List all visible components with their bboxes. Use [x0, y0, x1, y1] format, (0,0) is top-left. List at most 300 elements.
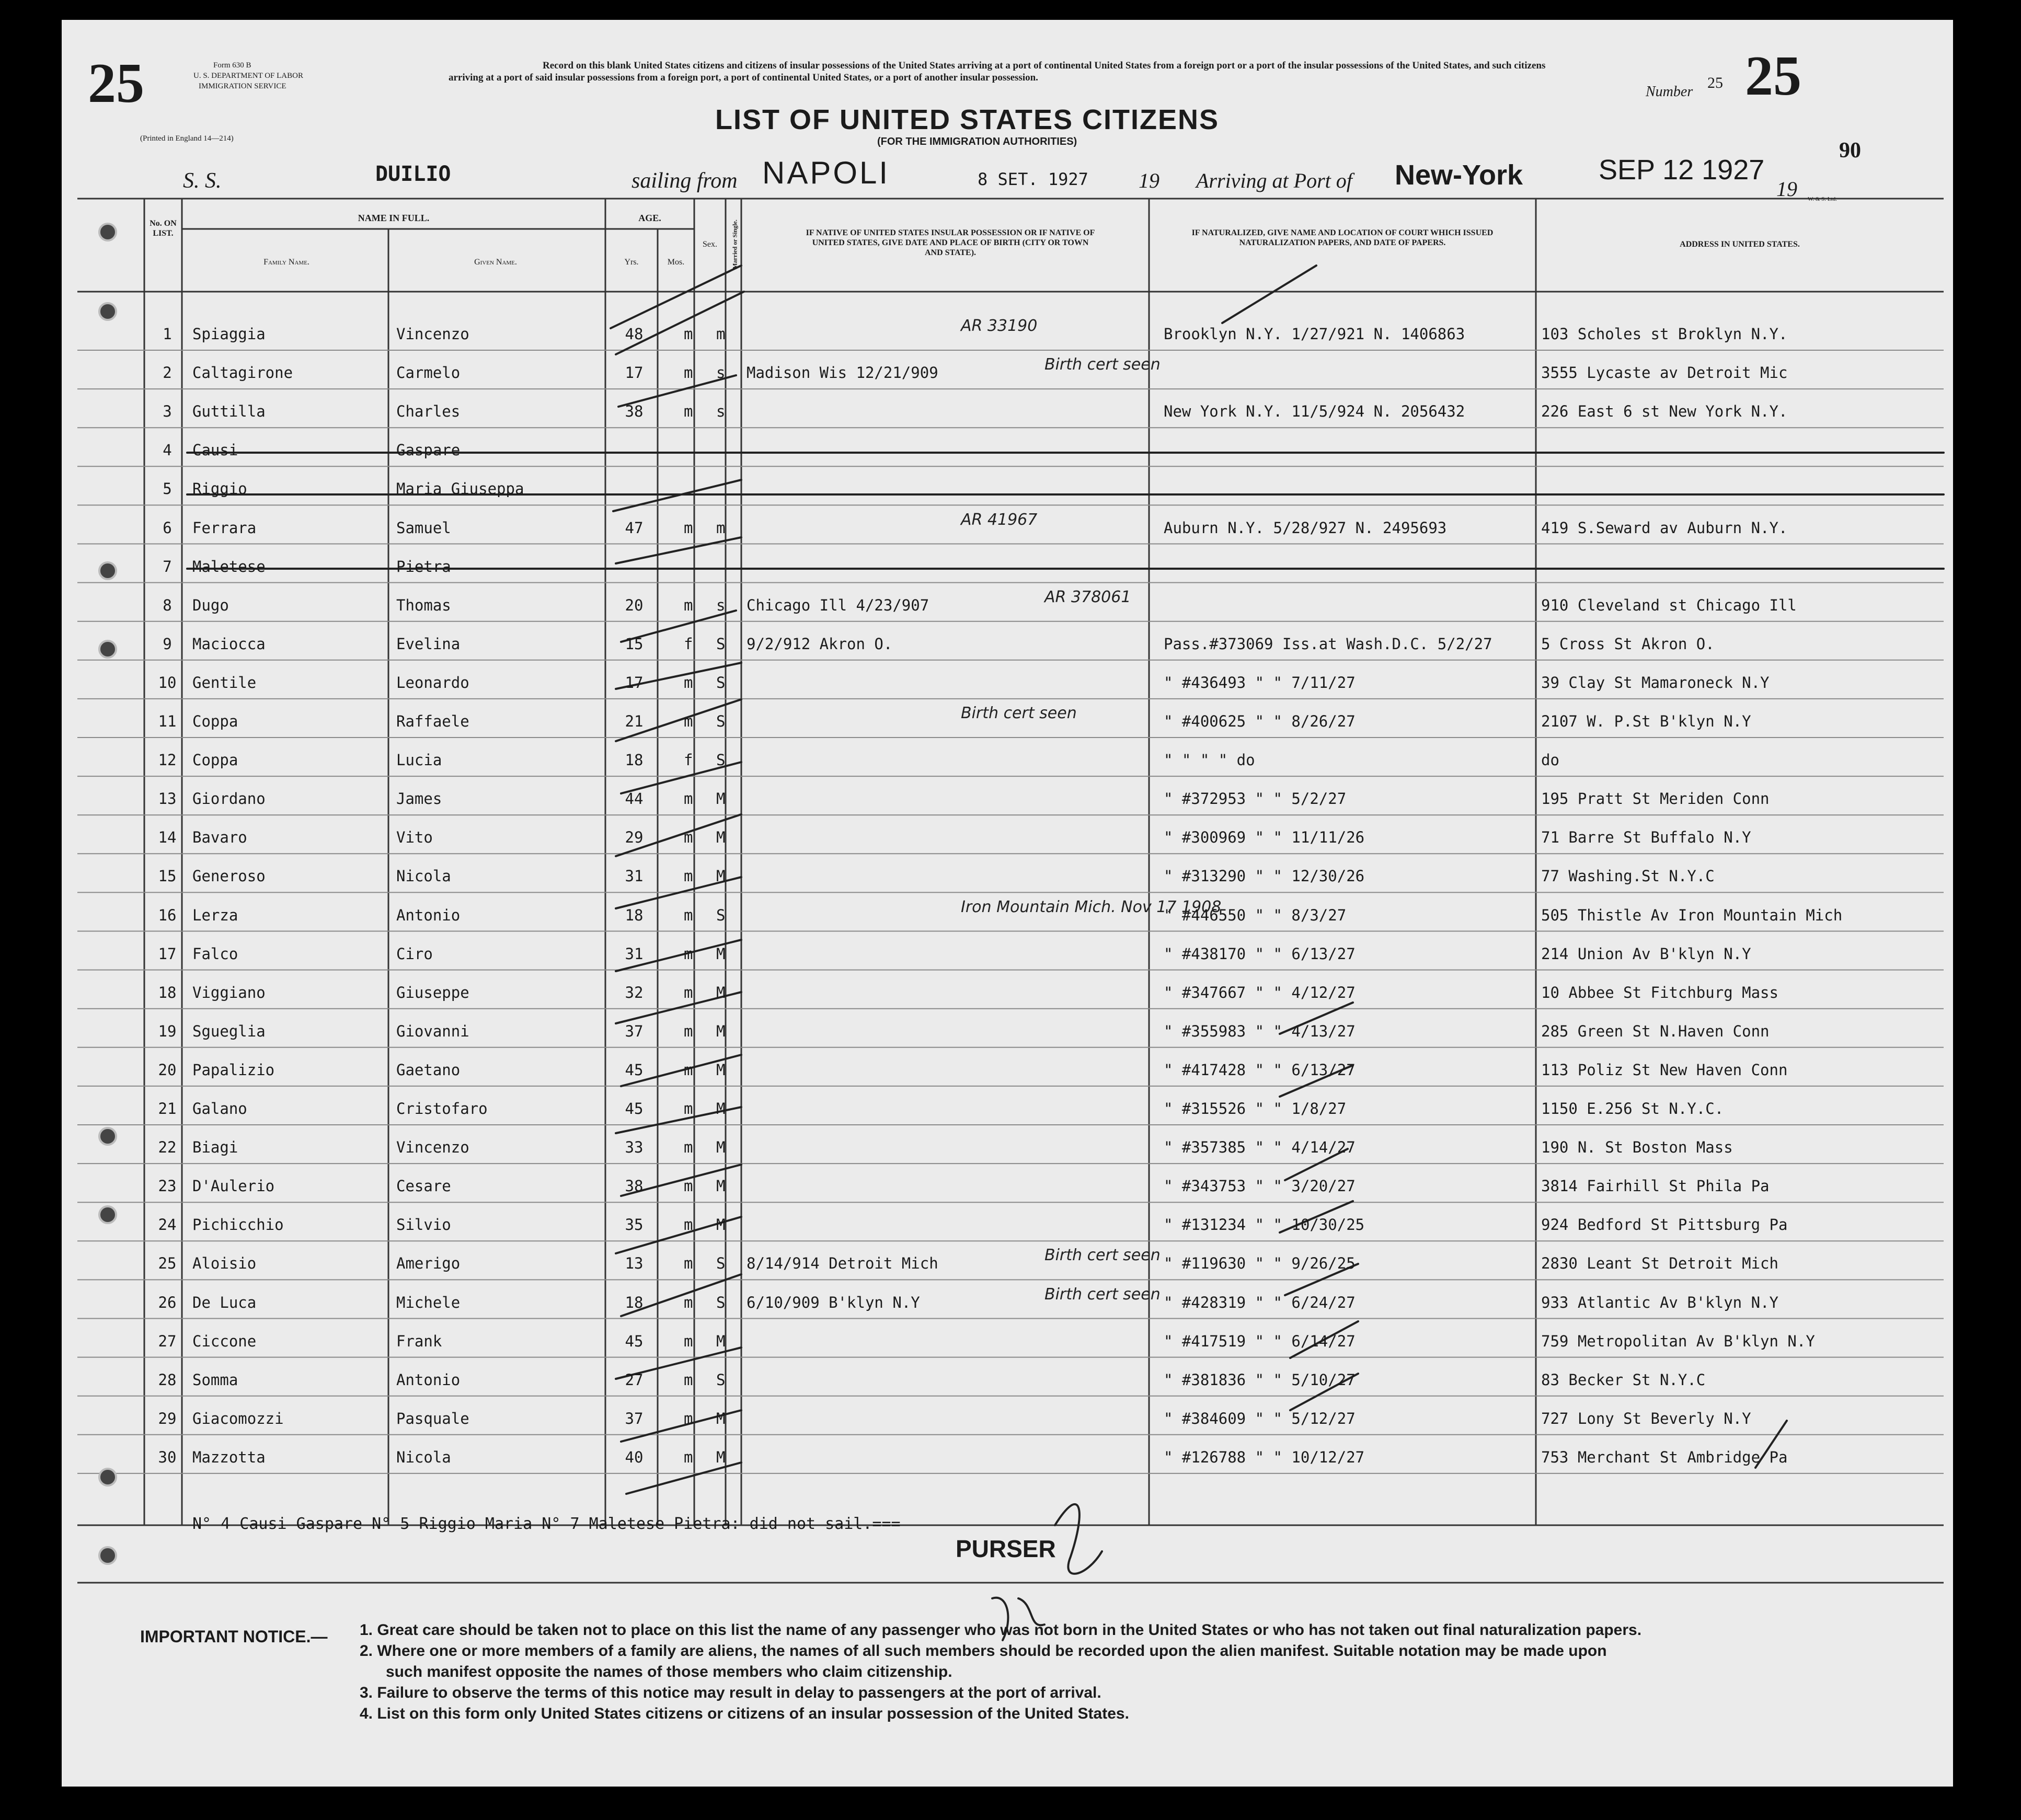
- row-number: 4: [163, 441, 172, 459]
- row-number: 21: [158, 1100, 177, 1118]
- handwritten-note: Birth cert seen: [1044, 355, 1161, 374]
- handwritten-note: AR 33190: [961, 317, 1038, 335]
- marital-status: s: [716, 364, 726, 382]
- naturalization-info: " #400625 " " 8/26/27: [1164, 712, 1356, 730]
- table-row: [62, 583, 1953, 621]
- sex: m: [684, 1216, 693, 1234]
- table-row: [62, 350, 1953, 388]
- punch-hole: [98, 1546, 117, 1565]
- us-address: 10 Abbee St Fitchburg Mass: [1541, 983, 1778, 1001]
- table-row: [62, 1319, 1953, 1357]
- us-address: 910 Cleveland st Chicago Ill: [1541, 596, 1797, 614]
- marital-status: M: [716, 1177, 726, 1195]
- row-number: 26: [158, 1293, 177, 1311]
- family-name: Galano: [192, 1100, 247, 1118]
- us-address: 195 Pratt St Meriden Conn: [1541, 790, 1770, 808]
- row-number: 6: [163, 519, 172, 537]
- naturalization-info: " #357385 " " 4/14/27: [1164, 1138, 1356, 1157]
- age: 45: [625, 1332, 644, 1350]
- age: 31: [625, 867, 644, 885]
- family-name: Generoso: [192, 867, 266, 885]
- naturalization-info: " #436493 " " 7/11/27: [1164, 673, 1356, 692]
- naturalization-info: " #313290 " " 12/30/26: [1164, 867, 1365, 885]
- sail-date: 8 SET. 1927: [978, 169, 1088, 189]
- arrival-port: New-York: [1395, 159, 1523, 191]
- age: 18: [625, 906, 644, 924]
- given-name: Antonio: [396, 906, 461, 924]
- sex: m: [684, 790, 693, 808]
- given-name: Carmelo: [396, 364, 461, 382]
- number-big: 25: [1745, 45, 1801, 107]
- col-naturalized: IF NATURALIZED, GIVE NAME AND LOCATION OF COURT WHICH ISSUED NATURALIZATION PAPERS, AND DATE OF PAPERS.: [1191, 228, 1494, 247]
- age: 40: [625, 1448, 644, 1466]
- manifest-page: [62, 20, 1953, 1787]
- family-name: Biagi: [192, 1138, 238, 1157]
- department: U. S. DEPARTMENT OF LABOR: [193, 72, 303, 80]
- extra-number: 90: [1839, 139, 1861, 163]
- year-label-2: 19: [1776, 177, 1797, 201]
- col-address: ADDRESS IN UNITED STATES.: [1680, 240, 1800, 249]
- row-number: 15: [158, 867, 177, 885]
- table-row: [62, 389, 1953, 427]
- service: IMMIGRATION SERVICE: [199, 82, 286, 90]
- naturalization-info: " " " " do: [1164, 751, 1255, 769]
- marital-status: M: [716, 828, 726, 847]
- marital-status: M: [716, 867, 726, 885]
- table-row: [62, 1125, 1953, 1163]
- given-name: Maria Giuseppa: [396, 480, 524, 498]
- birth-info: Madison Wis 12/21/909: [747, 364, 938, 382]
- handwritten-note: AR 41967: [961, 510, 1038, 529]
- us-address: 3555 Lycaste av Detroit Mic: [1541, 364, 1788, 382]
- row-number: 20: [158, 1061, 177, 1079]
- naturalization-info: " #355983 " " 4/13/27: [1164, 1022, 1356, 1040]
- sex: m: [684, 1254, 693, 1273]
- birth-info: Chicago Ill 4/23/907: [747, 596, 929, 614]
- age: 15: [625, 635, 644, 653]
- marital-status: S: [716, 1370, 726, 1389]
- row-number: 13: [158, 790, 177, 808]
- sex: m: [684, 906, 693, 924]
- naturalization-info: Brooklyn N.Y. 1/27/921 N. 1406863: [1164, 325, 1465, 343]
- naturalization-info: New York N.Y. 11/5/924 N. 2056432: [1164, 402, 1465, 421]
- us-address: 5 Cross St Akron O.: [1541, 635, 1715, 653]
- row-number: 16: [158, 906, 177, 924]
- naturalization-info: " #428319 " " 6/24/27: [1164, 1293, 1356, 1311]
- sex: m: [684, 828, 693, 847]
- intro-text: Record on this blank United States citizens and citizens of insular possessions of the United States arriving at a port of continental United States from a foreign port or a port of the insular possessions of the United States, and such citizens arriving at a port of said insular possessions from a foreign port, a port of continental United States, or a port of another insular possession.: [449, 60, 1546, 83]
- us-address: 39 Clay St Mamaroneck N.Y: [1541, 673, 1770, 692]
- birth-info: 8/14/914 Detroit Mich: [747, 1254, 938, 1273]
- col-age: AGE.: [638, 213, 661, 223]
- year-label: 19: [1139, 169, 1159, 192]
- family-name: Pichicchio: [192, 1216, 284, 1234]
- table-row: [62, 466, 1953, 504]
- notice-3: 3. Failure to observe the terms of this notice may result in delay to passengers at the port of arrival.: [360, 1684, 1101, 1701]
- naturalization-info: " #446550 " " 8/3/27: [1164, 906, 1347, 924]
- us-address: 285 Green St N.Haven Conn: [1541, 1022, 1770, 1040]
- age: 18: [625, 1293, 644, 1311]
- page-title: LIST OF UNITED STATES CITIZENS: [715, 104, 1219, 135]
- sex: m: [684, 519, 693, 537]
- number-label: Number: [1646, 84, 1693, 100]
- notice-2: 2. Where one or more members of a family are aliens, the names of all such members should be recorded upon the alien manifest. Suitable notation may be made upon: [360, 1642, 1607, 1660]
- us-address: 103 Scholes st Broklyn N.Y.: [1541, 325, 1788, 343]
- sex: m: [684, 596, 693, 614]
- sex: m: [684, 1448, 693, 1466]
- handwritten-note: Iron Mountain Mich. Nov 17 1908: [961, 897, 1222, 916]
- given-name: Charles: [396, 402, 461, 421]
- given-name: Cesare: [396, 1177, 451, 1195]
- us-address: 113 Poliz St New Haven Conn: [1541, 1061, 1788, 1079]
- naturalization-info: " #119630 " " 9/26/25: [1164, 1254, 1356, 1273]
- col-married: Married or Single.: [731, 220, 739, 269]
- age: 27: [625, 1370, 644, 1389]
- marital-status: M: [716, 1138, 726, 1157]
- given-name: Cristofaro: [396, 1100, 488, 1118]
- col-mos: Mos.: [667, 258, 685, 267]
- col-sex: Sex.: [703, 240, 717, 249]
- row-number: 30: [158, 1448, 177, 1466]
- us-address: 759 Metropolitan Av B'klyn N.Y: [1541, 1332, 1815, 1350]
- table-row: [62, 776, 1953, 814]
- us-address: 2107 W. P.St B'klyn N.Y: [1541, 712, 1751, 730]
- naturalization-info: " #343753 " " 3/20/27: [1164, 1177, 1356, 1195]
- table-row: [62, 1435, 1953, 1473]
- marital-status: M: [716, 1100, 726, 1118]
- us-address: do: [1541, 751, 1559, 769]
- marital-status: S: [716, 906, 726, 924]
- table-row: [62, 1047, 1953, 1086]
- family-name: Coppa: [192, 712, 238, 730]
- family-name: Mazzotta: [192, 1448, 266, 1466]
- handwritten-note: Birth cert seen: [1044, 1285, 1161, 1304]
- naturalization-info: " #347667 " " 4/12/27: [1164, 983, 1356, 1001]
- us-address: 1150 E.256 St N.Y.C.: [1541, 1100, 1724, 1118]
- ship-name: DUILIO: [375, 162, 451, 186]
- given-name: Raffaele: [396, 712, 469, 730]
- table-row: [62, 1086, 1953, 1124]
- row-number: 10: [158, 673, 177, 692]
- row-number: 18: [158, 983, 177, 1001]
- sex: m: [684, 1177, 693, 1195]
- page-number-left: 25: [88, 52, 144, 114]
- age: 38: [625, 402, 644, 421]
- table-row: [62, 660, 1953, 698]
- age: 18: [625, 751, 644, 769]
- form-id: Form 630 B: [213, 61, 251, 70]
- family-name: Aloisio: [192, 1254, 257, 1273]
- us-address: 226 East 6 st New York N.Y.: [1541, 402, 1788, 421]
- given-name: Vito: [396, 828, 433, 847]
- sex: m: [684, 712, 693, 730]
- sex: m: [684, 1138, 693, 1157]
- age: 31: [625, 944, 644, 963]
- us-address: 190 N. St Boston Mass: [1541, 1138, 1733, 1157]
- us-address: 83 Becker St N.Y.C: [1541, 1370, 1706, 1389]
- table-row: [62, 854, 1953, 892]
- marital-status: M: [716, 944, 726, 963]
- row-number: 11: [158, 712, 177, 730]
- marital-status: M: [716, 790, 726, 808]
- sex: m: [684, 1332, 693, 1350]
- given-name: Frank: [396, 1332, 442, 1350]
- given-name: Nicola: [396, 867, 451, 885]
- marital-status: s: [716, 402, 726, 421]
- marital-status: M: [716, 1332, 726, 1350]
- naturalization-info: " #417519 " " 6/14/27: [1164, 1332, 1356, 1350]
- printed-note: (Printed in England 14—214): [140, 134, 234, 143]
- marital-status: s: [716, 596, 726, 614]
- purser-label: PURSER: [956, 1535, 1056, 1562]
- age: 20: [625, 596, 644, 614]
- sex: m: [684, 364, 693, 382]
- col-no: No. ON LIST.: [150, 219, 177, 238]
- given-name: Gaspare: [396, 441, 461, 459]
- given-name: Vincenzo: [396, 1138, 469, 1157]
- marital-status: m: [716, 519, 726, 537]
- age: 37: [625, 1022, 644, 1040]
- notice-2b: such manifest opposite the names of those members who claim citizenship.: [386, 1663, 952, 1680]
- marital-status: S: [716, 1293, 726, 1311]
- us-address: 3814 Fairhill St Phila Pa: [1541, 1177, 1770, 1195]
- given-name: Giovanni: [396, 1022, 469, 1040]
- given-name: Pasquale: [396, 1409, 469, 1427]
- family-name: Viggiano: [192, 983, 266, 1001]
- given-name: Samuel: [396, 519, 451, 537]
- us-address: 933 Atlantic Av B'klyn N.Y: [1541, 1293, 1778, 1311]
- table-row: [62, 970, 1953, 1008]
- marital-status: M: [716, 983, 726, 1001]
- row-number: 27: [158, 1332, 177, 1350]
- sex: m: [684, 1370, 693, 1389]
- row-number: 28: [158, 1370, 177, 1389]
- age: 37: [625, 1409, 644, 1427]
- age: 45: [625, 1100, 644, 1118]
- sailing-label: sailing from: [631, 169, 738, 193]
- given-name: Gaetano: [396, 1061, 461, 1079]
- table-row: [62, 312, 1953, 350]
- table-row: [62, 893, 1953, 931]
- birth-info: 9/2/912 Akron O.: [747, 635, 893, 653]
- table-row: [62, 1164, 1953, 1202]
- naturalization-info: " #300969 " " 11/11/26: [1164, 828, 1365, 847]
- row-number: 7: [163, 557, 172, 575]
- row-number: 2: [163, 364, 172, 382]
- naturalization-info: " #315526 " " 1/8/27: [1164, 1100, 1347, 1118]
- family-name: Sgueglia: [192, 1022, 266, 1040]
- row-number: 9: [163, 635, 172, 653]
- age: 17: [625, 673, 644, 692]
- us-address: 77 Washing.St N.Y.C: [1541, 867, 1715, 885]
- us-address: 924 Bedford St Pittsburg Pa: [1541, 1216, 1788, 1234]
- printer-mark: W. & S. Ltd.: [1808, 196, 1837, 202]
- family-name: Bavaro: [192, 828, 247, 847]
- row-number: 12: [158, 751, 177, 769]
- given-name: Leonardo: [396, 673, 469, 692]
- naturalization-info: Pass.#373069 Iss.at Wash.D.C. 5/2/27: [1164, 635, 1492, 653]
- row-number: 29: [158, 1409, 177, 1427]
- sex: m: [684, 1409, 693, 1427]
- col-given: Given Name.: [474, 258, 517, 267]
- given-name: Evelina: [396, 635, 461, 653]
- family-name: Giordano: [192, 790, 266, 808]
- sex: m: [684, 867, 693, 885]
- row-number: 17: [158, 944, 177, 963]
- departure-port: NAPOLI: [762, 155, 890, 190]
- col-birth: IF NATIVE OF UNITED STATES INSULAR POSSESSION OR IF NATIVE OF UNITED STATES, GIVE DATE AND PLACE OF BIRTH (CITY OR TOWN AND STATE).: [806, 228, 1095, 257]
- naturalization-info: " #126788 " " 10/12/27: [1164, 1448, 1365, 1466]
- naturalization-info: " #384609 " " 5/12/27: [1164, 1409, 1356, 1427]
- family-name: D'Aulerio: [192, 1177, 275, 1195]
- row-number: 24: [158, 1216, 177, 1234]
- sex: m: [684, 1100, 693, 1118]
- family-name: Riggio: [192, 480, 247, 498]
- age: 47: [625, 519, 644, 537]
- age: 48: [625, 325, 644, 343]
- sex: m: [684, 1293, 693, 1311]
- us-address: 753 Merchant St Ambridge Pa: [1541, 1448, 1788, 1466]
- marital-status: M: [716, 1061, 726, 1079]
- sex: f: [684, 635, 693, 653]
- col-family: Family Name.: [263, 258, 309, 267]
- naturalization-info: " #372953 " " 5/2/27: [1164, 790, 1347, 808]
- handwritten-note: AR 378061: [1044, 588, 1131, 606]
- age: 17: [625, 364, 644, 382]
- row-number: 19: [158, 1022, 177, 1040]
- marital-status: M: [716, 1448, 726, 1466]
- age: 33: [625, 1138, 644, 1157]
- given-name: Michele: [396, 1293, 461, 1311]
- given-name: Pietra: [396, 557, 451, 575]
- marital-status: S: [716, 751, 726, 769]
- handwritten-note: Birth cert seen: [961, 704, 1077, 722]
- page-subtitle: (FOR THE IMMIGRATION AUTHORITIES): [877, 136, 1077, 147]
- row-number: 3: [163, 402, 172, 421]
- row-number: 25: [158, 1254, 177, 1273]
- arriving-label: Arriving at Port of: [1196, 169, 1352, 192]
- marital-status: S: [716, 1254, 726, 1273]
- family-name: Gentile: [192, 673, 257, 692]
- family-name: Giacomozzi: [192, 1409, 284, 1427]
- ss-label: S. S.: [183, 169, 222, 193]
- sex: m: [684, 944, 693, 963]
- age: 21: [625, 712, 644, 730]
- marital-status: M: [716, 1216, 726, 1234]
- family-name: Causi: [192, 441, 238, 459]
- table-row: [62, 1357, 1953, 1396]
- family-name: Ciccone: [192, 1332, 257, 1350]
- age: 35: [625, 1216, 644, 1234]
- us-address: 214 Union Av B'klyn N.Y: [1541, 944, 1751, 963]
- naturalization-info: " #381836 " " 5/10/27: [1164, 1370, 1356, 1389]
- marital-status: S: [716, 712, 726, 730]
- us-address: 419 S.Seward av Auburn N.Y.: [1541, 519, 1788, 537]
- table-row: [62, 699, 1953, 737]
- row-number: 22: [158, 1138, 177, 1157]
- given-name: Nicola: [396, 1448, 451, 1466]
- table-row: [62, 1241, 1953, 1279]
- col-name: NAME IN FULL.: [358, 213, 430, 223]
- table-row: [62, 544, 1953, 582]
- sex: m: [684, 402, 693, 421]
- naturalization-info: " #131234 " " 10/30/25: [1164, 1216, 1365, 1234]
- us-address: 505 Thistle Av Iron Mountain Mich: [1541, 906, 1843, 924]
- age: 38: [625, 1177, 644, 1195]
- table-row: [62, 1280, 1953, 1318]
- row-number: 1: [163, 325, 172, 343]
- age: 13: [625, 1254, 644, 1273]
- family-name: Caltagirone: [192, 364, 293, 382]
- important-notice-label: IMPORTANT NOTICE.—: [140, 1627, 328, 1646]
- did-not-sail-note: N° 4 Causi Gaspare N° 5 Riggio Maria N° 7 Maletese Pietra: did not sail.===: [192, 1515, 901, 1533]
- table-row: [62, 931, 1953, 970]
- table-row: [62, 815, 1953, 853]
- given-name: Giuseppe: [396, 983, 469, 1001]
- naturalization-info: Auburn N.Y. 5/28/927 N. 2495693: [1164, 519, 1447, 537]
- family-name: Lerza: [192, 906, 238, 924]
- sex: m: [684, 983, 693, 1001]
- notice-1: 1. Great care should be taken not to place on this list the name of any passenger who was not born in the United States or who has not taken out final naturalization papers.: [360, 1621, 1642, 1639]
- age: 29: [625, 828, 644, 847]
- sex: m: [684, 673, 693, 692]
- family-name: Maciocca: [192, 635, 266, 653]
- sex: f: [684, 751, 693, 769]
- table-row: [62, 738, 1953, 776]
- marital-status: M: [716, 1022, 726, 1040]
- marital-status: S: [716, 635, 726, 653]
- row-number: 14: [158, 828, 177, 847]
- row-number: 8: [163, 596, 172, 614]
- given-name: Ciro: [396, 944, 433, 963]
- naturalization-info: " #438170 " " 6/13/27: [1164, 944, 1356, 963]
- family-name: Coppa: [192, 751, 238, 769]
- given-name: Vincenzo: [396, 325, 469, 343]
- given-name: Lucia: [396, 751, 442, 769]
- age: 32: [625, 983, 644, 1001]
- family-name: Spiaggia: [192, 325, 266, 343]
- given-name: Antonio: [396, 1370, 461, 1389]
- table-row: [62, 505, 1953, 544]
- marital-status: S: [716, 673, 726, 692]
- naturalization-info: " #417428 " " 6/13/27: [1164, 1061, 1356, 1079]
- row-number: 5: [163, 480, 172, 498]
- us-address: 2830 Leant St Detroit Mich: [1541, 1254, 1778, 1273]
- age: 45: [625, 1061, 644, 1079]
- given-name: Thomas: [396, 596, 451, 614]
- birth-info: 6/10/909 B'klyn N.Y: [747, 1293, 920, 1311]
- arrival-date: SEP 12 1927: [1599, 154, 1765, 186]
- family-name: Ferrara: [192, 519, 257, 537]
- number-small: 25: [1707, 74, 1723, 91]
- table-row: [62, 1202, 1953, 1240]
- handwritten-note: Birth cert seen: [1044, 1246, 1161, 1265]
- age: 44: [625, 790, 644, 808]
- family-name: Maletese: [192, 557, 266, 575]
- family-name: Dugo: [192, 596, 229, 614]
- given-name: Amerigo: [396, 1254, 461, 1273]
- family-name: Guttilla: [192, 402, 266, 421]
- col-yrs: Yrs.: [624, 258, 639, 267]
- family-name: Somma: [192, 1370, 238, 1389]
- table-row: [62, 621, 1953, 660]
- table-row: [62, 428, 1953, 466]
- table-row: [62, 1009, 1953, 1047]
- sex: m: [684, 325, 693, 343]
- sex: m: [684, 1022, 693, 1040]
- us-address: 71 Barre St Buffalo N.Y: [1541, 828, 1751, 847]
- table-row: [62, 1396, 1953, 1434]
